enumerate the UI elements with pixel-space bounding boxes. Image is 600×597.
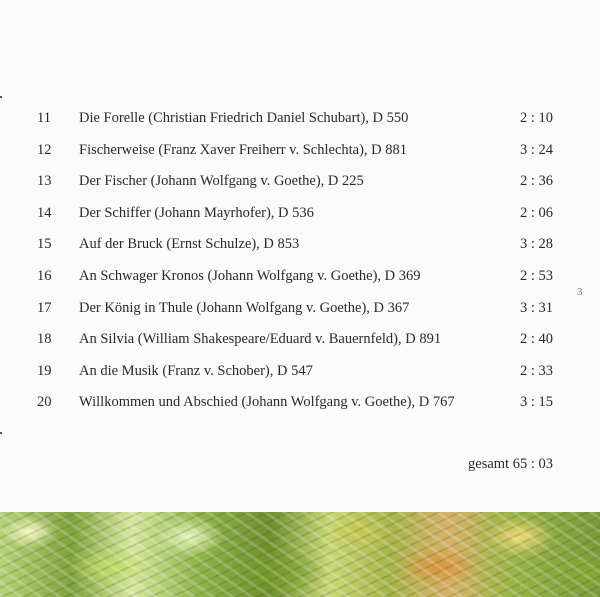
track-number: 17 (37, 299, 52, 316)
track-row (0, 167, 600, 199)
track-number: 19 (37, 362, 52, 379)
edge-mark-top (0, 96, 2, 98)
track-row (0, 104, 600, 136)
edge-mark-bottom (0, 432, 2, 434)
track-title: Die Forelle (Christian Friedrich Daniel Schubart), D 550 (79, 110, 409, 126)
track-number: 18 (37, 331, 52, 348)
track-duration: 2 : 06 (519, 204, 553, 221)
track-title: Auf der Bruck (Ernst Schulze), D 853 (79, 236, 300, 253)
track-duration: 3 : 31 (519, 299, 553, 316)
track-number: 11 (37, 110, 51, 126)
track-number: 14 (37, 204, 52, 221)
floral-banner-image (0, 512, 600, 597)
page-number: 3 (577, 286, 583, 298)
track-row (0, 136, 600, 168)
track-title: Der Schiffer (Johann Mayrhofer), D 536 (79, 204, 314, 221)
track-row (0, 230, 600, 262)
track-number: 20 (37, 394, 52, 411)
track-number: 15 (37, 236, 52, 253)
track-duration: 3 : 24 (519, 141, 553, 158)
track-duration: 2 : 10 (519, 110, 553, 126)
track-number: 13 (37, 173, 52, 190)
track-title: Fischerweise (Franz Xaver Freiherr v. Schlechta), D 881 (79, 141, 408, 158)
track-row (0, 262, 600, 294)
track-row (0, 325, 600, 357)
track-title: An Schwager Kronos (Johann Wolfgang v. Goethe), D 369 (79, 267, 421, 284)
track-row (0, 388, 600, 420)
track-number: 16 (37, 267, 52, 284)
track-duration: 2 : 40 (519, 331, 553, 348)
track-row (0, 199, 600, 231)
track-title: Willkommen und Abschied (Johann Wolfgang v. Goethe), D 767 (79, 394, 455, 411)
track-title: Der Fischer (Johann Wolfgang v. Goethe), D 225 (79, 173, 364, 190)
total-duration: gesamt 65 : 03 (468, 456, 553, 472)
track-duration: 3 : 15 (519, 394, 553, 411)
track-title: Der König in Thule (Johann Wolfgang v. Goethe), D 367 (79, 299, 410, 316)
track-duration: 2 : 53 (519, 267, 553, 284)
track-number: 12 (37, 141, 52, 158)
track-row (0, 294, 600, 326)
track-duration: 3 : 28 (519, 236, 553, 253)
track-duration: 2 : 36 (519, 173, 553, 190)
track-row (0, 357, 600, 389)
track-title: An Silvia (William Shakespeare/Eduard v. Bauernfeld), D 891 (79, 331, 442, 348)
track-title: An die Musik (Franz v. Schober), D 547 (79, 362, 313, 379)
tracklist (0, 104, 600, 420)
track-duration: 2 : 33 (519, 362, 553, 379)
